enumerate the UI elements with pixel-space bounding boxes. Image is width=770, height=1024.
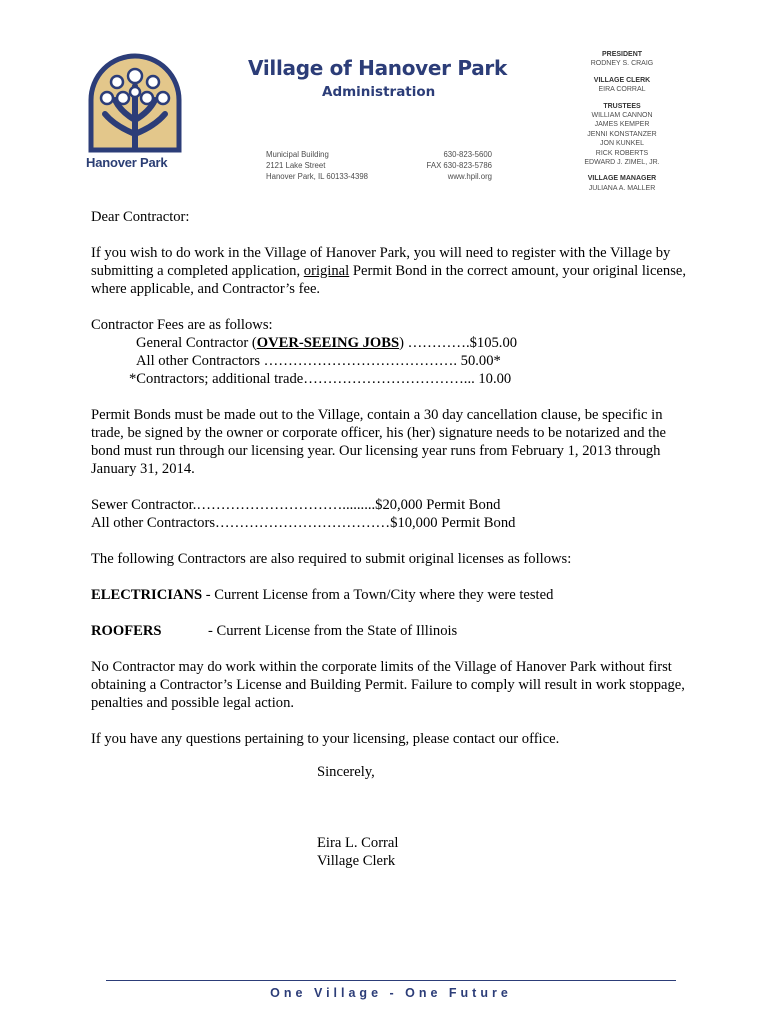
mailing-address <box>266 149 368 182</box>
letter-body <box>91 208 691 748</box>
fee-emphasis: OVER-SEEING JOBS <box>256 335 400 351</box>
fee-amount: ) ………….$105.00 <box>399 335 518 351</box>
footer-divider <box>106 980 676 981</box>
manager-heading: VILLAGE MANAGER <box>587 175 657 183</box>
bonds-paragraph: Permit Bonds must be made out to the Village, contain a 30 day cancellation clause, be specific in trade, be signed by the owner or corporate officer, his (her) signature needs to be notarized and the bond must run through our licensing year. Our licensing year runs from February 1, 2013 through January 31, 2014. <box>91 407 666 477</box>
trustee-name: EDWARD J. ZIMEL, JR. <box>584 159 660 167</box>
intro-paragraph <box>91 244 691 298</box>
address-line: 2121 Lake Street <box>266 161 326 170</box>
phone-number: 630-823-5600 <box>443 150 492 159</box>
fee-line-general <box>91 334 691 352</box>
organization-subtitle: Administration <box>322 84 436 100</box>
trustee-name: JAMES KEMPER <box>594 121 650 129</box>
clerk-name: EIRA CORRAL <box>598 86 646 94</box>
footer-motto: One Village - One Future <box>270 986 512 1000</box>
roofers-line <box>91 622 691 640</box>
officials-list <box>560 50 684 193</box>
president-heading: PRESIDENT <box>601 51 643 58</box>
electricians-label: ELECTRICIANS <box>91 587 203 603</box>
electricians-line <box>91 586 691 604</box>
intro-text: If you wish to do work in the Village of Hanover Park, you will need to register with the Village by submitting a completed application, <box>91 245 671 279</box>
fees-heading: Contractor Fees are as follows: <box>91 317 273 333</box>
intro-underlined: original <box>303 263 350 279</box>
salutation: Dear Contractor: <box>91 209 190 225</box>
website: www.hpil.org <box>447 172 492 181</box>
trustee-name: RICK ROBERTS <box>595 149 649 157</box>
trustees-heading: TRUSTEES <box>603 102 641 110</box>
clerk-heading: VILLAGE CLERK <box>593 76 651 84</box>
fee-text: General Contractor ( <box>136 335 257 351</box>
intro-text-end: Permit Bond in the correct amount, your original license, where applicable, and Contractor’s fee. <box>91 263 687 297</box>
sign-off: Sincerely, <box>317 764 375 780</box>
roofers-text: - Current License from the State of Illinois <box>208 623 458 639</box>
licenses-intro: The following Contractors are also required to submit original licenses as follows: <box>91 551 572 567</box>
trustee-name: WILLIAM CANNON <box>591 112 653 120</box>
roofers-label: ROOFERS <box>91 623 162 639</box>
president-name: RODNEY S. CRAIG <box>590 60 654 68</box>
manager-name: JULIANA A. MALLER <box>588 184 656 192</box>
signer-title: Village Clerk <box>317 853 396 869</box>
bond-line-sewer: Sewer Contractor.………………………….........$20,000 Permit Bond <box>91 497 501 513</box>
logo-wordmark: Hanover Park <box>86 155 168 170</box>
trustee-name: JON KUNKEL <box>600 140 644 148</box>
electricians-text: - Current License from a Town/City where they were tested <box>202 587 554 603</box>
trustee-name: JENNI KONSTANZER <box>587 130 657 138</box>
closing-note: If you have any questions pertaining to your licensing, please contact our office. <box>91 731 560 747</box>
address-line: Municipal Building <box>266 150 329 159</box>
address-line: Hanover Park, IL 60133-4398 <box>266 172 369 181</box>
warning-paragraph: No Contractor may do work within the corporate limits of the Village of Hanover Park without first obtaining a Contractor’s License and Building Permit. Failure to comply will result in work stoppage, penalties and possible legal action. <box>91 659 685 711</box>
signer-name: Eira L. Corral <box>317 835 399 851</box>
contact-info <box>422 149 492 182</box>
bond-line-other: All other Contractors………………………………$10,000 Permit Bond <box>91 515 516 531</box>
fax-number: FAX 630-823-5786 <box>426 161 492 170</box>
fee-line-other: All other Contractors …………………………………. 50.00* <box>136 353 501 369</box>
fee-line-additional: *Contractors; additional trade……………………………... 10.00 <box>129 371 512 387</box>
organization-title: Village of Hanover Park <box>248 56 507 80</box>
